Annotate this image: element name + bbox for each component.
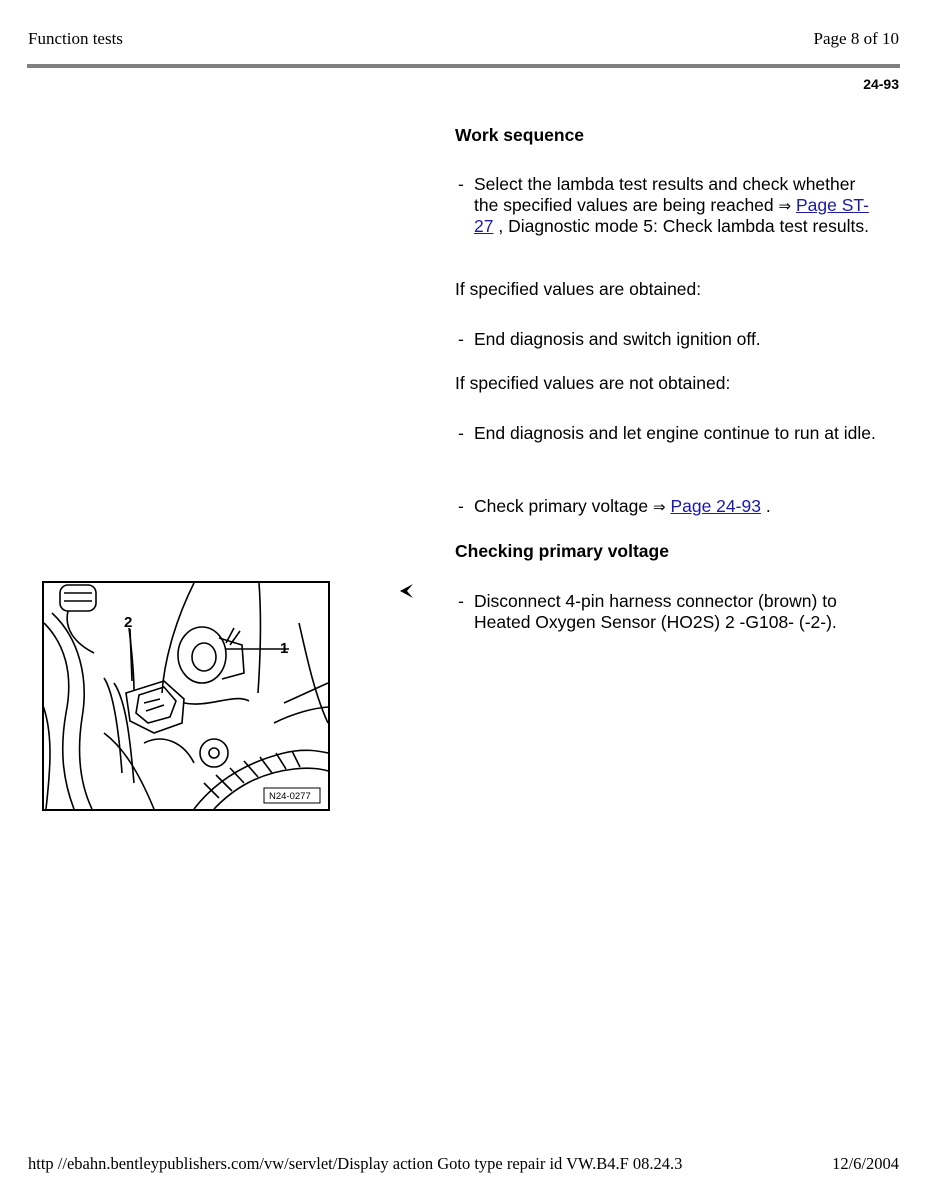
step-text: , Diagnostic mode 5: Check lambda test results. [498,216,869,236]
bullet-dash: - [458,423,464,443]
step-text: Check primary voltage [474,496,649,516]
step-select-lambda [458,174,878,237]
condition-not-obtained: If specified values are not obtained: [455,373,731,393]
callout-label-1: 1 [280,640,289,657]
bullet-dash: - [458,591,464,611]
condition-obtained: If specified values are obtained: [455,279,702,299]
figure-pointer-icon [398,582,416,600]
engine-bay-drawing [44,583,328,809]
link-page-st-27[interactable]: Page ST-27 [474,194,869,236]
bullet-dash: - [458,329,464,349]
header-title: Function tests [28,29,123,48]
step-end-diagnosis-idle [458,423,878,444]
step-text: End diagnosis and switch ignition off. [474,329,761,349]
primary-voltage-heading: Checking primary voltage [455,541,669,561]
callout-label-2: 2 [124,614,133,631]
figure-id-label: N24-0277 [269,791,311,802]
footer-url: http //ebahn.bentleypublishers.com/vw/servlet/Display action Goto type repair id VW.B4.F 08.24.3 [28,1154,683,1173]
step-check-primary-voltage [458,496,878,518]
step-text: Disconnect 4-pin harness connector (brown) to Heated Oxygen Sensor (HO2S) 2 -G108- (-2-). [474,591,837,632]
footer-date: 12/6/2004 [832,1154,899,1173]
step-end-diagnosis-off [458,329,878,350]
bullet-dash: - [458,174,464,194]
step-disconnect-connector [458,591,878,632]
step-text: End diagnosis and let engine continue to run at idle. [474,423,876,443]
bullet-dash: - [458,496,464,516]
page-number: 24-93 [863,76,899,92]
header-divider [27,64,900,68]
connector-illustration [42,581,330,811]
step-text: . [765,496,771,516]
link-page-24-93[interactable]: Page 24-93 [670,496,761,516]
work-sequence-heading: Work sequence [455,125,585,145]
step-text: Select the lambda test results and check whether the specified values are being reached [474,174,856,215]
arrow-right-icon: ⇒ [652,498,666,516]
header-page-info: Page 8 of 10 [813,29,899,48]
arrow-right-icon: ⇒ [778,196,792,215]
